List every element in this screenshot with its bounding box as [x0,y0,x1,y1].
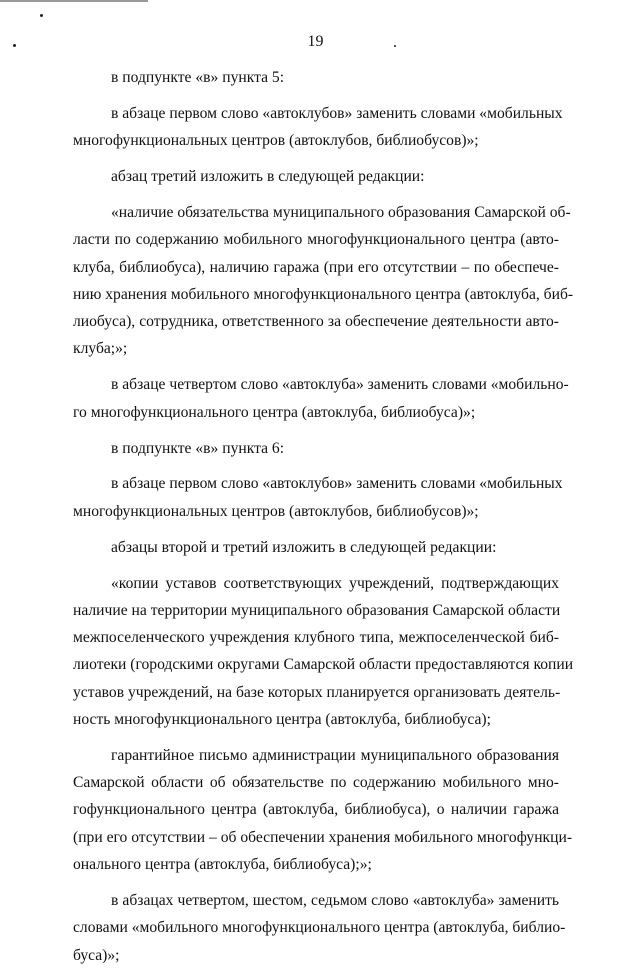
text-line: многофункциональных центров (автоклубов, библиобусов)»; [73,132,479,150]
text-line: онального центра (автоклуба, библиобуса);»; [73,856,372,874]
page-number: 19 [307,33,324,50]
paragraph [73,371,569,426]
text-line: лиотеки (городскими округами Самарской области предоставляются копии [73,656,574,674]
text-line: ность многофункционального центра (автоклуба, библиобуса); [73,710,491,728]
text-line: в абзаце первом слово «автоклубов» заменить словами «мобильных [111,104,563,122]
text-line: наличие на территории муниципального образования Самарской области [73,601,561,619]
paragraph [73,64,559,91]
text-line: Самарской области об обязательстве по содержанию мобильного мно- [73,774,559,792]
text-line: абзацы второй и третий изложить в следующей редакции: [111,538,497,556]
paragraph [73,435,559,462]
document-body [73,64,574,969]
text-line: лиобуса), сотрудника, ответственного за обеспечение деятельности авто- [73,313,559,331]
text-line: нию хранения мобильного многофункционального центра (автоклуба, биб- [73,285,574,303]
text-line: абзац третий изложить в следующей редакции: [111,168,425,186]
text-line: го многофункционального центра (автоклуба, библиобуса)»; [73,403,476,421]
text-line: межпоселенческого учреждения клубного типа, межпоселенческой биб- [73,629,559,647]
text-line: в абзаце первом слово «автоклубов» заменить словами «мобильных [111,475,563,493]
text-line: уставов учреждений, на базе которых планируется организовать деятель- [73,683,561,701]
scan-speck [40,14,43,17]
paragraph [73,534,559,561]
text-line: гофункционального центра (автоклуба, библиобуса), о наличии гаража [73,801,559,819]
text-line: (при его отсутствии – об обеспечении хранения мобильного многофункци- [73,828,573,846]
paragraph [73,887,566,969]
paragraph [73,742,573,878]
text-line: «копии уставов соответствующих учреждений, подтверждающих [111,574,559,592]
text-line: клуба;»; [73,340,128,358]
text-line: «наличие обязательства муниципального образования Самарской об- [111,203,571,221]
text-line: в подпункте «в» пункта 6: [111,439,285,457]
paragraph [73,570,574,734]
paragraph [73,199,574,363]
text-line: в абзаце четвертом слово «автоклуба» заменить словами «мобильно- [111,376,569,394]
text-line: клуба, библиобуса), наличию гаража (при его отсутствии – по обеспече- [73,258,559,276]
paragraph [73,163,559,190]
text-line: в абзацах четвертом, шестом, седьмом слово «автоклуба» заменить [111,891,559,909]
paragraph [73,470,563,525]
paragraph [73,100,563,155]
text-line: многофункциональных центров (автоклубов, библиобусов)»; [73,502,479,520]
scan-edge-line [0,0,148,2]
text-line: гарантийное письмо администрации муниципального образования [111,746,559,764]
text-line: в подпункте «в» пункта 5: [111,69,285,86]
text-line: словами «мобильного многофункционального центра (автоклуба, библио- [73,919,566,937]
text-line: буса)»; [73,946,120,964]
text-line: ласти по содержанию мобильного многофункционального центра (авто- [73,231,559,249]
